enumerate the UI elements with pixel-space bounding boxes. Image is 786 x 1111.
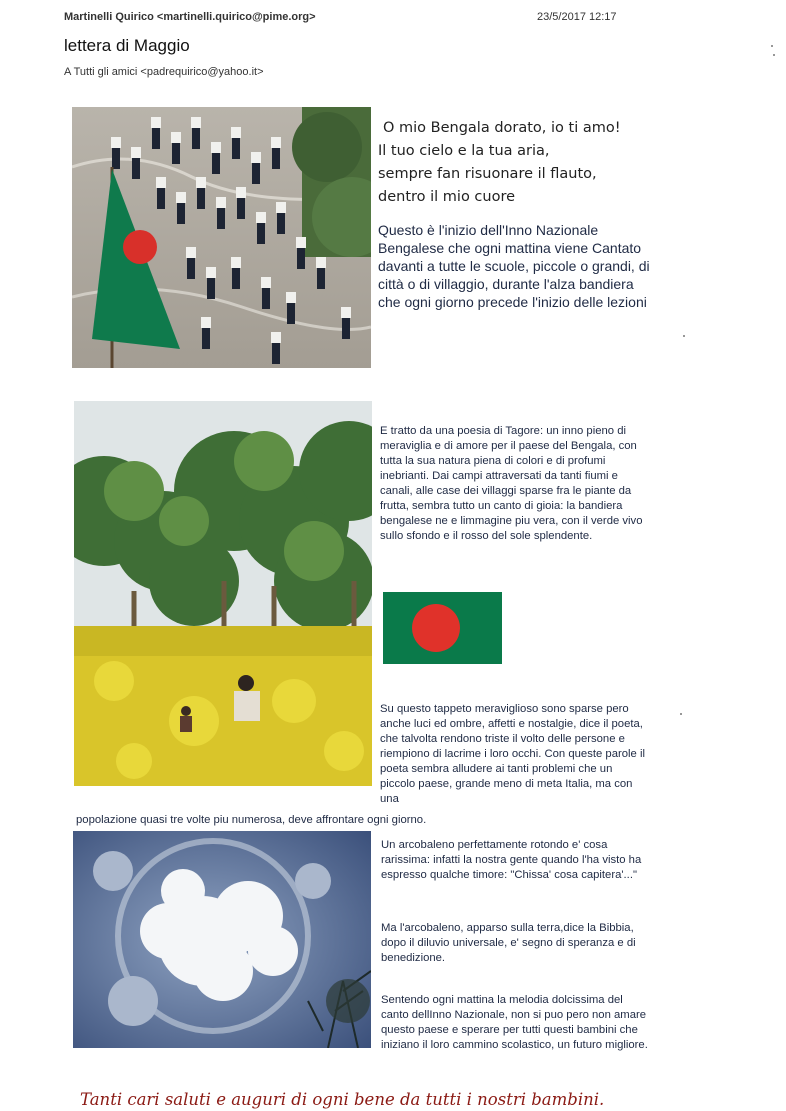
anthem-paragraph: Sentendo ogni mattina la melodia dolcissima del canto dellInno Nazionale, non si puo pero non amare questo paese e sperare per tutti questi bambini che iniziano il loro cammino scolastico, un futuro migliore. <box>381 994 648 1051</box>
intro-paragraph: Questo è l'inizio dell'Inno Nazionale Bengalese che ogni mattina viene Cantato davanti a tutte le scuole, piccole o grandi, di città o di villaggio, durante l'alza bandiera che ogni giorno precede l'inizio delle lezioni <box>378 222 650 310</box>
poem-line: sempre fan risuonare il flauto, <box>378 166 597 182</box>
email-subject: lettera di Maggio <box>64 36 190 55</box>
tagore-paragraph: E tratto da una poesia di Tagore: un inno pieno di meraviglia e di amore per il paese del Bengala, con tutta la sua natura piena di colori e di profumi inebrianti. Dai campi attraversati da tanti fiumi e canali, alle case dei villaggi sparse fra le piante da frutta, sembra tutto un canto di gioia: la bandiera bengalese ne e limmagine piu vera, con il verde vivo sullo sfondo e il rosso del sole splendente. <box>380 425 643 542</box>
poem-line: dentro il mio cuore <box>378 189 516 205</box>
anthem-poem <box>378 117 621 209</box>
email-recipient: A Tutti gli amici <padrequirico@yahoo.it> <box>64 66 264 78</box>
email-date: 23/5/2017 12:17 <box>537 11 617 23</box>
closing-greeting: Tanti cari saluti e auguri di ogni bene da tutti i nostri bambini. <box>80 1090 605 1109</box>
flag-red-disc <box>412 604 460 652</box>
scan-speck <box>683 335 685 337</box>
scan-speck <box>771 45 773 47</box>
mustard-field-photo <box>74 401 372 786</box>
scan-speck <box>773 54 775 56</box>
email-sender: Martinelli Quirico <martinelli.quirico@pime.org> <box>64 11 316 23</box>
carpet-paragraph: Su questo tappeto meraviglioso sono sparse pero anche luci ed ombre, affetti e nostalgie, dice il poeta, che talvolta rendono triste il volto delle persone e riempiono di lacrime i loro occhi. Con queste parole il poeta sembra alludere ai tanti problemi che un piccolo paese, grande meno di meta Italia, ma con una <box>380 703 645 805</box>
scan-speck <box>680 713 682 715</box>
rainbow-paragraph: Un arcobaleno perfettamente rotondo e' cosa rarissima: infatti la nostra gente quando l'ha visto ha espresso qualche timore: "Chissa' cosa capitera'..." <box>381 839 642 881</box>
school-assembly-photo <box>72 107 371 368</box>
bangladesh-flag <box>383 592 502 664</box>
bible-paragraph: Ma l'arcobaleno, apparso sulla terra,dice la Bibbia, dopo il diluvio universale, e' segno di speranza e di benedizione. <box>381 922 636 964</box>
poem-line: O mio Bengala dorato, io ti amo! <box>383 120 621 136</box>
poem-line: Il tuo cielo e la tua aria, <box>378 143 550 159</box>
circular-rainbow-sky-photo <box>73 831 371 1048</box>
carpet-paragraph-end: popolazione quasi tre volte piu numerosa, deve affrontare ogni giorno. <box>76 814 427 826</box>
